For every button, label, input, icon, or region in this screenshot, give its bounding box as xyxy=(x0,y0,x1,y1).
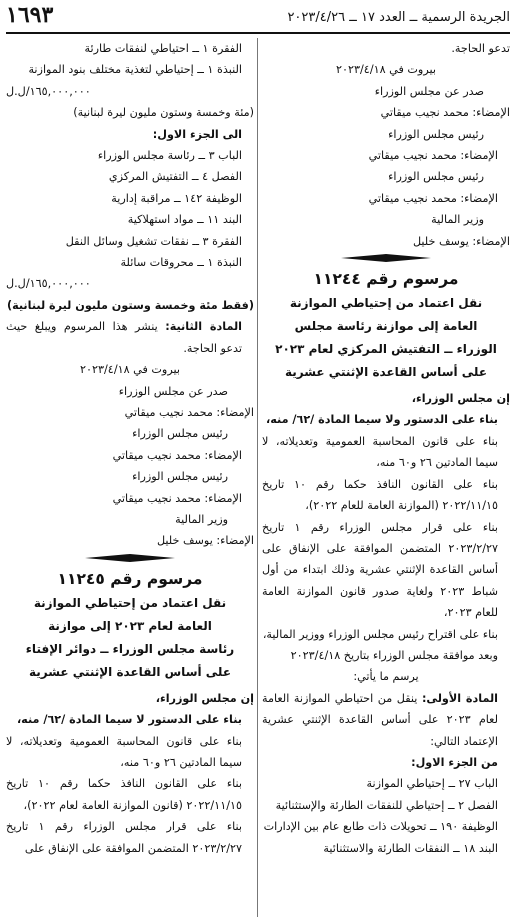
separator-ornament xyxy=(262,252,510,264)
text-line: تدعو الحاجة. xyxy=(451,42,510,55)
budget-line: الفصل ٤ ــ التفتيش المركزي xyxy=(108,170,242,184)
decree-subject: نقل اعتماد من إحتياطي الموازنة xyxy=(33,595,227,610)
budget-line: النبذة ١ ــ إحتياطي لتغذية مختلف بنود الموازنة xyxy=(28,63,242,77)
preamble-heading: إن مجلس الوزراء، xyxy=(411,392,510,406)
article-line xyxy=(6,316,254,359)
decree-subject: رئاسة مجلس الوزراء ــ دوائر الإفتاء xyxy=(25,641,235,656)
gazette-title: الجريدة الرسمية ــ العدد ١٧ ــ ٢٠٢٣/٤/٢٦ xyxy=(287,10,510,25)
page-number: ١٦٩٣ xyxy=(6,2,54,28)
amount: ١٦٥,٠٠٠,٠٠٠/ل.ل xyxy=(6,277,91,291)
decree-subject: نقل اعتماد من إحتياطي الموازنة xyxy=(289,296,483,311)
amount-words: (مئة وخمسة وستون مليون ليرة لبنانية) xyxy=(73,106,254,120)
preamble-line: وبعد موافقة مجلس الوزراء بتاريخ ٢٠٢٣/٤/١٨ xyxy=(290,648,498,662)
signature-line: رئيس مجلس الوزراء xyxy=(388,127,484,141)
signature-line: رئيس مجلس الوزراء xyxy=(388,170,484,184)
preamble-line: يرسم ما يأتي: xyxy=(353,670,419,684)
column-divider xyxy=(257,38,258,917)
budget-line: الباب ٣ ــ رئاسة مجلس الوزراء xyxy=(97,149,242,163)
preamble-line: بناء على قانون المحاسبة العمومية وتعديلاته، لا سيما المادتين ٢٦ و٦٠ منه، xyxy=(6,734,242,769)
signature-line: الإمضاء: محمد نجيب ميقاتي xyxy=(124,405,254,419)
budget-line: البند ١١ ــ مواد استهلاكية xyxy=(127,213,242,227)
amount-words: (فقط مئة وخمسة وستون مليون ليرة لبنانية) xyxy=(6,298,254,312)
preamble-line: بناء على القانون النافذ حكما رقم ١٠ تاريخ ٢٠٢٢/١١/١٥ (قانون الموازنة العامة لعام ٢٠٢٢)، xyxy=(6,777,242,812)
decree-subject: العامة إلى موازنة رئاسة مجلس xyxy=(294,319,478,334)
budget-line: الوظيفة ١٤٢ ــ مراقبة إدارية xyxy=(111,191,242,205)
budget-line: الفقرة ٣ ــ نفقات تشغيل وسائل النقل xyxy=(65,234,242,248)
signature-line: وزير المالية xyxy=(175,512,228,526)
preamble-line: بناء على القانون النافذ حكما رقم ١٠ تاريخ ٢٠٢٢/١١/١٥ (الموازنة العامة للعام ٢٠٢٢)، xyxy=(262,477,498,513)
preamble-line: بناء على قانون المحاسبة العمومية وتعديلاته، لا سيما المادتين ٢٦ و٦٠ منه، xyxy=(262,434,498,470)
preamble-line: بناء على قرار مجلس الوزراء رقم ١ تاريخ ٢٠٢٣/٢/٢٧ المتضمن الموافقة على الإنفاق على xyxy=(6,820,242,855)
decree-subject: الوزراء ــ التفتيش المركزي لعام ٢٠٢٣ xyxy=(275,342,497,357)
budget-line: النبذة ١ ــ محروقات سائلة xyxy=(120,256,242,270)
signature-line: الإمضاء: يوسف خليل xyxy=(412,234,510,248)
decree-subject: على أساس القاعدة الإثنتي عشرية xyxy=(28,664,232,679)
date-line: بيروت في ٢٠٢٣/٤/١٨ xyxy=(336,63,436,77)
budget-line: الفصل ٢ ــ إحتياطي للنفقات الطارئة والإستثنائية xyxy=(275,798,498,812)
page-header xyxy=(6,2,510,34)
signature-line: الإمضاء: محمد نجيب ميقاتي xyxy=(368,191,498,205)
budget-line: البند ١٨ ــ النفقات الطارئة والاستثنائية xyxy=(323,841,498,855)
signature-line: الإمضاء: محمد نجيب ميقاتي xyxy=(112,491,242,505)
decree-number: مرسوم رقم ١١٢٤٥ xyxy=(57,569,203,588)
signature-line: وزير المالية xyxy=(431,213,484,227)
date-line: بيروت في ٢٠٢٣/٤/١٨ xyxy=(80,363,180,377)
budget-heading: من الجزء الاول: xyxy=(411,755,498,769)
article-label: المادة الثانية: xyxy=(165,320,242,334)
preamble-line: بناء على اقتراح رئيس مجلس الوزراء ووزير المالية، xyxy=(262,627,498,641)
article-text: ينشر هذا المرسوم ويبلغ حيث تدعو الحاجة. xyxy=(6,320,242,355)
preamble-heading: إن مجلس الوزراء، xyxy=(155,691,254,705)
left-column xyxy=(6,38,254,917)
amount: ١٦٥,٠٠٠,٠٠٠/ل.ل xyxy=(6,84,91,98)
budget-line: الوظيفة ١٩٠ ــ تحويلات ذات طابع عام بين الإدارات xyxy=(263,820,498,834)
budget-line: الباب ٢٧ ــ إحتياطي الموازنة xyxy=(366,777,498,791)
right-column xyxy=(262,38,510,917)
preamble-line: بناء على الدستور لا سيما المادة /٦٢/ منه، xyxy=(16,713,242,727)
signature-line: صدر عن مجلس الوزراء xyxy=(118,384,228,398)
article-label: المادة الأولى: xyxy=(421,691,499,705)
budget-line: الفقرة ١ ــ احتياطي لنفقات طارئة xyxy=(84,42,242,55)
preamble-line: بناء على الدستور ولا سيما المادة /٦٢/ منه، xyxy=(265,413,498,427)
decree-number: مرسوم رقم ١١٢٤٤ xyxy=(313,270,459,289)
preamble-line: بناء على قرار مجلس الوزراء رقم ١ تاريخ ٢٠٢٣/٢/٢٧ المتضمن الموافقة على الإنفاق على أساس القاعدة الإثنتي عشرية وذلك ابتداء من أول شباط ٢٠٢٣ ولغاية صدور قانون الموازنة العامة للعام ٢٠٢٣، xyxy=(262,520,498,620)
decree-subject: العامة لعام ٢٠٢٣ إلى موازنة xyxy=(48,618,212,633)
signature-line: الإمضاء: محمد نجيب ميقاتي xyxy=(368,149,498,163)
signature-line: رئيس مجلس الوزراء xyxy=(132,470,228,484)
decree-subject: على أساس القاعدة الإثنتي عشرية xyxy=(284,365,488,380)
signature-line: الإمضاء: يوسف خليل xyxy=(156,534,254,548)
article-text: ينقل من احتياطي الموازنة العامة لعام ٢٠٢٣ على أساس القاعدة الإثنتي عشرية الإعتماد التالي: xyxy=(262,691,498,748)
separator-ornament xyxy=(6,552,254,564)
article-line xyxy=(262,688,510,752)
signature-line: الإمضاء: محمد نجيب ميقاتي xyxy=(112,448,242,462)
budget-heading: الى الجزء الاول: xyxy=(152,127,242,141)
signature-line: رئيس مجلس الوزراء xyxy=(132,427,228,441)
signature-line: صدر عن مجلس الوزراء xyxy=(374,84,484,98)
signature-line: الإمضاء: محمد نجيب ميقاتي xyxy=(380,106,510,120)
